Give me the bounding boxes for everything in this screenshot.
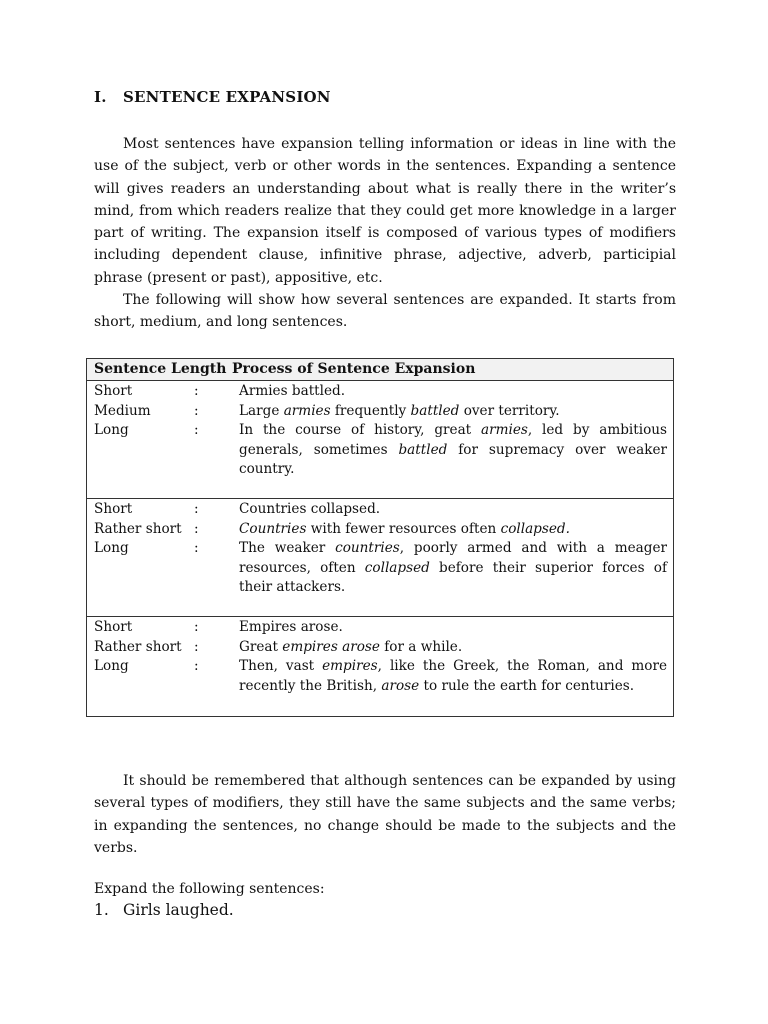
- table-row: [94, 421, 667, 480]
- expanded-sentence: [239, 618, 667, 638]
- sentence-text: with fewer resources often: [306, 520, 501, 537]
- exercise-instruction: Expand the following sentences:: [94, 881, 325, 897]
- section-number: I.: [94, 88, 107, 106]
- sentence-length-label: Long: [94, 658, 129, 675]
- sentence-text: for supremacy over weaker country.: [239, 441, 667, 478]
- table-group-cell: [87, 617, 674, 717]
- table-group-row: [87, 499, 674, 617]
- label-colon: :: [194, 540, 199, 557]
- sentence-text: In the course of history, great: [239, 422, 481, 439]
- emphasized-word: battled: [410, 402, 460, 419]
- emphasized-word: armies: [481, 422, 528, 439]
- emphasized-word: empires: [322, 658, 378, 675]
- table-body: [87, 381, 674, 717]
- label-colon: :: [194, 501, 199, 517]
- expanded-sentence: [239, 421, 667, 480]
- emphasized-word: Countries: [239, 520, 307, 537]
- sentence-text: Great: [239, 638, 283, 655]
- sentence-text: over territory.: [459, 402, 560, 419]
- table-row: [94, 402, 667, 422]
- sentence-length-label: Short: [94, 619, 133, 635]
- table-row: [94, 638, 667, 658]
- intro-paragraph-1: Most sentences have expansion telling information or ideas in line with the use of the subject, verb or other words in the sentences. Expanding a sentence will gives readers an understanding about what is really there in the writer’s mind, from which readers realize that they could get more knowledge in a larger part of writing. The expansion itself is composed of various types of modifiers including dependent clause, infinitive phrase, adjective, adverb, participial phrase (present or past), appositive, etc.: [94, 136, 676, 286]
- table-row: [94, 618, 667, 638]
- section-title: SENTENCE EXPANSION: [123, 88, 331, 106]
- sentence-length-label: Short: [94, 501, 133, 517]
- expanded-sentence: [239, 500, 667, 520]
- emphasized-word: armies: [283, 402, 331, 419]
- sentence-text: , poorly armed and with a meager resources, often: [239, 540, 668, 576]
- sentence-text: for a while.: [379, 638, 463, 655]
- sentence-text: Then, vast: [239, 658, 323, 675]
- sentence-text: , like the Greek, the Roman, and more recently the British,: [239, 658, 667, 694]
- label-colon: :: [194, 638, 199, 655]
- label-colon: :: [194, 402, 199, 419]
- exercise-item-text: Girls laughed.: [123, 901, 234, 919]
- table-header-row: [87, 359, 674, 381]
- emphasized-word: countries: [335, 540, 400, 557]
- sentence-text: The weaker: [239, 540, 336, 557]
- table-group-row: [87, 617, 674, 717]
- emphasized-word: collapsed: [364, 559, 430, 576]
- emphasized-word: arose: [381, 677, 420, 694]
- exercise-item: [94, 901, 234, 919]
- intro-paragraph-2: The following will show how several sentences are expanded. It starts from short, medium, and long sentences.: [94, 292, 676, 331]
- sentence-text: Large: [239, 402, 284, 419]
- sentence-length-label: Medium: [94, 402, 151, 419]
- label-colon: :: [194, 658, 199, 675]
- expanded-sentence: [239, 382, 667, 402]
- table-group-cell: [87, 499, 674, 617]
- table-row: [94, 382, 667, 402]
- table-row: [94, 657, 667, 696]
- sentence-length-label: Rather short: [94, 520, 182, 537]
- sentence-text: frequently: [330, 402, 411, 419]
- table-row: [94, 539, 667, 598]
- expansion-table: [86, 358, 674, 717]
- sentence-length-label: Long: [94, 540, 129, 557]
- table-group-row: [87, 381, 674, 499]
- exercise-item-number: 1.: [94, 901, 109, 919]
- sentence-text: before their superior forces of their attackers.: [239, 559, 667, 596]
- emphasized-word: battled: [398, 441, 448, 458]
- header-process: Process of Sentence Expansion: [232, 361, 476, 377]
- emphasized-word: collapsed.: [500, 520, 570, 537]
- label-colon: :: [194, 422, 199, 439]
- section-heading: [94, 88, 331, 106]
- sentence-text: Countries collapsed.: [239, 501, 381, 517]
- table-header: [87, 359, 674, 381]
- expanded-sentence: [239, 402, 667, 422]
- sentence-text: Armies battled.: [239, 383, 346, 399]
- sentence-text: to rule the earth for centuries.: [419, 677, 635, 694]
- closing-paragraph: It should be remembered that although sentences can be expanded by using several types of modifiers, they still have the same subjects and the same verbs; in expanding the sentences, no change should be made to the subjects and the verbs.: [94, 773, 676, 856]
- sentence-text: Empires arose.: [239, 619, 343, 635]
- table-row: [94, 520, 667, 540]
- expanded-sentence: [239, 520, 667, 540]
- expanded-sentence: [239, 657, 667, 696]
- expanded-sentence: [239, 638, 667, 658]
- sentence-text: , led by ambitious generals, sometimes: [239, 422, 667, 458]
- sentence-length-label: Short: [94, 383, 133, 399]
- table-row: [94, 500, 667, 520]
- sentence-length-label: Long: [94, 422, 129, 439]
- table-group-cell: [87, 381, 674, 499]
- label-colon: :: [194, 383, 199, 399]
- expanded-sentence: [239, 539, 667, 598]
- label-colon: :: [194, 619, 199, 635]
- header-sentence-length: Sentence Length: [94, 361, 227, 377]
- sentence-length-label: Rather short: [94, 638, 182, 655]
- label-colon: :: [194, 520, 199, 537]
- emphasized-word: empires arose: [282, 638, 380, 655]
